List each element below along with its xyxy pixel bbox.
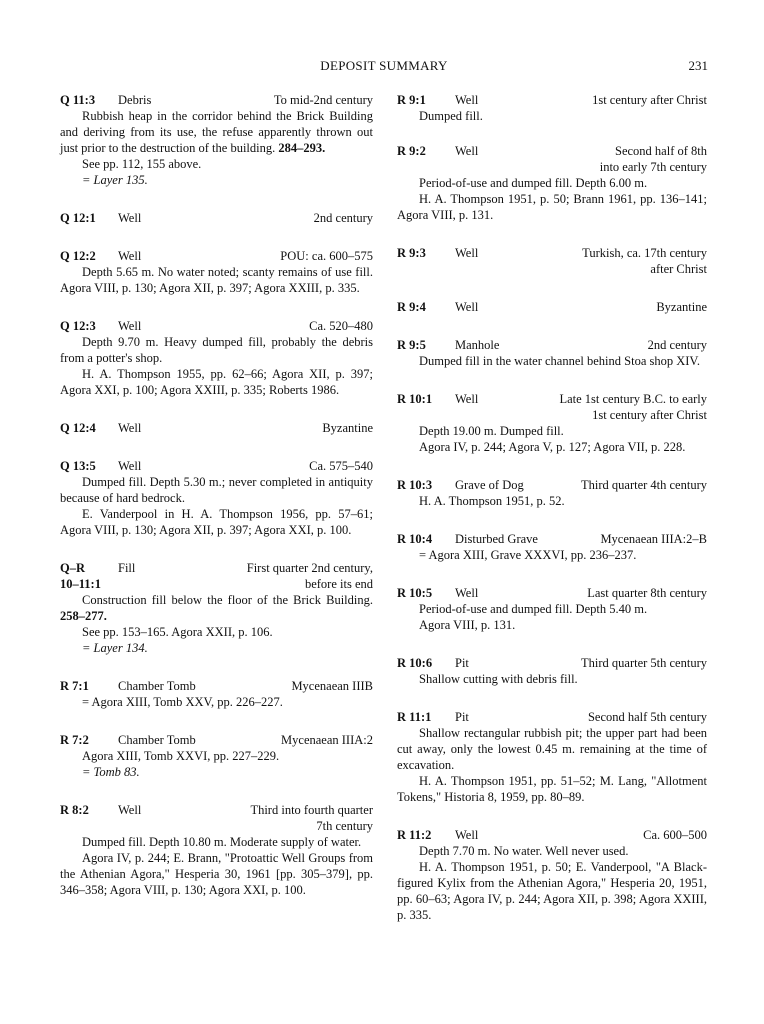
deposit-date: Second half 5th century: [587, 710, 707, 724]
catalogue-range: 284–293.: [278, 141, 326, 155]
deposit-type: Well: [118, 249, 142, 263]
entry-heading: [397, 143, 707, 159]
entry-heading-continued: [60, 576, 373, 592]
deposit-id: R 9:2: [397, 144, 426, 158]
deposit-id: R 8:2: [60, 803, 89, 817]
deposit-date: 2nd century: [647, 338, 707, 352]
left-column: [60, 92, 373, 915]
deposit-id: Q 12:3: [60, 319, 96, 333]
deposit-type: Well: [455, 93, 479, 107]
deposit-id: Q 13:5: [60, 459, 96, 473]
page-number: 231: [688, 58, 708, 73]
deposit-type: Well: [455, 144, 479, 158]
deposit-description: [60, 108, 373, 156]
entry-heading: [397, 531, 707, 547]
deposit-entry: [60, 732, 373, 780]
deposit-type: Well: [118, 421, 142, 435]
deposit-entry: [397, 299, 707, 315]
deposit-entry: [60, 248, 373, 296]
deposit-description: Depth 5.65 m. No water noted; scanty remains of use fill. Agora VIII, p. 130; Agora XII, p. 397; Agora XXIII, p. 335.: [60, 265, 373, 295]
deposit-entry: [397, 655, 707, 687]
entry-heading: [60, 210, 373, 226]
entry-heading-continued: [397, 261, 707, 277]
deposit-date: 2nd century: [313, 211, 373, 225]
deposit-entry: [397, 245, 707, 277]
deposit-entry: [397, 92, 707, 124]
entry-heading: [60, 732, 373, 748]
deposit-entry: [60, 318, 373, 398]
entry-heading: [397, 391, 707, 407]
entry-heading: [397, 585, 707, 601]
entry-heading: [60, 678, 373, 694]
entry-heading: [60, 318, 373, 334]
deposit-type: Chamber Tomb: [118, 679, 196, 693]
deposit-id: Q 12:1: [60, 211, 96, 225]
see-reference: See pp. 112, 155 above.: [82, 157, 202, 171]
running-title: DEPOSIT SUMMARY: [320, 58, 448, 73]
deposit-entry: [60, 458, 373, 538]
deposit-type: Fill: [118, 561, 136, 575]
entry-heading-continued: [397, 407, 707, 423]
entry-heading: [397, 709, 707, 725]
deposit-type: Well: [118, 319, 142, 333]
deposit-date: Turkish, ca. 17th century: [582, 246, 707, 260]
deposit-type: Well: [455, 586, 479, 600]
deposit-description: Period-of-use and dumped fill. Depth 6.00 m.: [419, 176, 648, 190]
deposit-id: R 11:2: [397, 828, 432, 842]
deposit-type: Well: [118, 803, 142, 817]
bibliography: E. Vanderpool in H. A. Thompson 1956, pp. 57–61; Agora VIII, p. 130; Agora XII, p. 397; Agora XXI, p. 100.: [60, 507, 373, 537]
deposit-date: Ca. 575–540: [309, 459, 373, 473]
entry-heading: [397, 245, 707, 261]
deposit-date: Last quarter 8th century: [587, 586, 707, 600]
description-text: Rubbish heap in the corridor behind the Brick Building and deriving from its use, the refuse apparently thrown out just prior to the destruction of the building.: [60, 109, 373, 155]
deposit-date: Third into fourth quarter: [250, 803, 373, 817]
deposit-type: Manhole: [455, 338, 500, 352]
deposit-type: Debris: [118, 93, 152, 107]
deposit-description: Depth 9.70 m. Heavy dumped fill, probably the debris from a potter's shop.: [60, 335, 373, 365]
deposit-description: = Agora XIII, Grave XXXVI, pp. 236–237.: [419, 548, 637, 562]
deposit-entry: [60, 678, 373, 710]
deposit-entry: [60, 802, 373, 898]
deposit-type: Well: [118, 459, 142, 473]
deposit-id: R 10:5: [397, 586, 433, 600]
deposit-description: Depth 7.70 m. No water. Well never used.: [419, 844, 629, 858]
deposit-id: R 9:5: [397, 338, 426, 352]
deposit-type: Disturbed Grave: [455, 532, 538, 546]
deposit-description: Dumped fill.: [419, 109, 483, 123]
entry-heading: [60, 248, 373, 264]
bibliography: H. A. Thompson 1951, pp. 51–52; M. Lang, "Allotment Tokens," Historia 8, 1959, pp. 80–89.: [397, 774, 707, 804]
entry-heading: [397, 827, 707, 843]
layer-equivalence: = Layer 134.: [82, 641, 148, 655]
page-header: [60, 58, 708, 76]
deposit-id: R 10:1: [397, 392, 433, 406]
tomb-equivalence: = Tomb 83.: [82, 765, 140, 779]
deposit-type: Chamber Tomb: [118, 733, 196, 747]
deposit-date: Ca. 600–500: [643, 828, 707, 842]
deposit-entry: [397, 477, 707, 509]
deposit-date: Late 1st century B.C. to early: [559, 392, 707, 406]
entry-heading: [397, 477, 707, 493]
entry-heading: [397, 92, 707, 108]
deposit-date: Byzantine: [322, 421, 373, 435]
entry-heading: [60, 458, 373, 474]
deposit-description: = Agora XIII, Tomb XXV, pp. 226–227.: [82, 695, 283, 709]
bibliography: H. A. Thompson 1951, p. 52.: [419, 494, 565, 508]
deposit-description: Dumped fill in the water channel behind Stoa shop XIV.: [419, 354, 700, 368]
deposit-id: R 7:2: [60, 733, 89, 747]
deposit-date: First quarter 2nd century,: [246, 561, 373, 575]
bibliography: H. A. Thompson 1951, p. 50; Brann 1961, pp. 136–141; Agora VIII, p. 131.: [397, 192, 707, 222]
deposit-type: Well: [455, 246, 479, 260]
deposit-entry: [397, 709, 707, 805]
deposit-date: POU: ca. 600–575: [280, 249, 373, 263]
deposit-id: R 9:3: [397, 246, 426, 260]
deposit-description: [60, 592, 373, 624]
deposit-type: Pit: [455, 710, 469, 724]
deposit-date: To mid-2nd century: [273, 93, 373, 107]
deposit-description: Agora XIII, Tomb XXVI, pp. 227–229.: [82, 749, 280, 763]
entry-heading: [397, 337, 707, 353]
deposit-date: Ca. 520–480: [309, 319, 373, 333]
deposit-date-continued: 7th century: [316, 819, 373, 833]
deposit-id: R 11:1: [397, 710, 432, 724]
deposit-id-continued: 10–11:1: [60, 577, 101, 591]
deposit-description: Shallow cutting with debris fill.: [419, 672, 578, 686]
deposit-entry: [60, 420, 373, 436]
deposit-entry: [397, 337, 707, 369]
deposit-description: Dumped fill. Depth 10.80 m. Moderate supply of water.: [82, 835, 362, 849]
deposit-date-continued: before its end: [304, 577, 373, 591]
description-text: Construction fill below the floor of the Brick Building.: [82, 593, 373, 607]
bibliography: H. A. Thompson 1955, pp. 62–66; Agora XII, p. 397; Agora XXI, p. 100; Agora XXIII, p. 335; Roberts 1986.: [60, 367, 373, 397]
entry-heading: [397, 655, 707, 671]
deposit-id: Q 12:2: [60, 249, 96, 263]
deposit-id: R 10:4: [397, 532, 433, 546]
layer-equivalence: = Layer 135.: [82, 173, 148, 187]
deposit-date-continued: after Christ: [650, 262, 707, 276]
right-column: [397, 92, 707, 940]
deposit-entry: [397, 143, 707, 223]
deposit-entry: [60, 92, 373, 188]
deposit-date-continued: into early 7th century: [599, 160, 707, 174]
entry-heading-continued: [60, 818, 373, 834]
deposit-description: Period-of-use and dumped fill. Depth 5.40 m.: [419, 602, 648, 616]
deposit-date: Second half of 8th: [615, 144, 707, 158]
deposit-type: Well: [455, 828, 479, 842]
entry-heading: [60, 92, 373, 108]
deposit-id: R 9:4: [397, 300, 426, 314]
deposit-id: R 10:6: [397, 656, 433, 670]
deposit-entry: [60, 210, 373, 226]
bibliography: Agora IV, p. 244; Agora V, p. 127; Agora VII, p. 228.: [419, 440, 686, 454]
deposit-description: Dumped fill. Depth 5.30 m.; never completed in antiquity because of hard bedrock.: [60, 475, 373, 505]
bibliography: Agora VIII, p. 131.: [419, 618, 516, 632]
deposit-date: Mycenaean IIIB: [291, 679, 373, 693]
deposit-id: R 7:1: [60, 679, 89, 693]
deposit-description: Depth 19.00 m. Dumped fill.: [419, 424, 564, 438]
deposit-type: Well: [455, 392, 479, 406]
bibliography: H. A. Thompson 1951, p. 50; E. Vanderpool, "A Black-figured Kylix from the Athenian Agora," Hesperia 20, 1951, pp. 60–63; Agora IV, p. 244; Agora XII, p. 398; Agora XXIII, p. 335.: [397, 860, 707, 922]
deposit-date: Byzantine: [656, 300, 707, 314]
deposit-type: Well: [455, 300, 479, 314]
deposit-description: Shallow rectangular rubbish pit; the upper part had been cut away, only the lowest 0.45 m. remaining at the time of excavation.: [397, 726, 707, 772]
deposit-date: Third quarter 5th century: [581, 656, 707, 670]
entry-heading: [60, 802, 373, 818]
deposit-entry: [397, 585, 707, 633]
deposit-type: Grave of Dog: [455, 478, 524, 492]
deposit-id: R 10:3: [397, 478, 433, 492]
deposit-id: R 9:1: [397, 93, 426, 107]
catalogue-range: 258–277.: [60, 609, 107, 623]
deposit-date: Mycenaean IIIA:2–B: [600, 532, 707, 546]
entry-heading: [60, 560, 373, 576]
bibliography: Agora IV, p. 244; E. Brann, "Protoattic Well Groups from the Athenian Agora," Hesperia 30, 1961 [pp. 305–379], pp. 346–358; Agora VIII, p. 130; Agora XXI, p. 100.: [60, 851, 373, 897]
see-reference: See pp. 153–165. Agora XXII, p. 106.: [82, 625, 273, 639]
deposit-type: Well: [118, 211, 142, 225]
deposit-id: Q 11:3: [60, 93, 96, 107]
entry-heading: [397, 299, 707, 315]
deposit-date: Third quarter 4th century: [581, 478, 707, 492]
deposit-date-continued: 1st century after Christ: [592, 408, 707, 422]
deposit-date: Mycenaean IIIA:2: [281, 733, 373, 747]
deposit-id: Q–R: [60, 561, 85, 575]
deposit-entry: [397, 827, 707, 923]
deposit-id: Q 12:4: [60, 421, 96, 435]
entry-heading: [60, 420, 373, 436]
deposit-entry: [397, 391, 707, 455]
deposit-date: 1st century after Christ: [592, 93, 707, 107]
deposit-entry: [60, 560, 373, 656]
entry-heading-continued: [397, 159, 707, 175]
deposit-entry: [397, 531, 707, 563]
deposit-type: Pit: [455, 656, 469, 670]
